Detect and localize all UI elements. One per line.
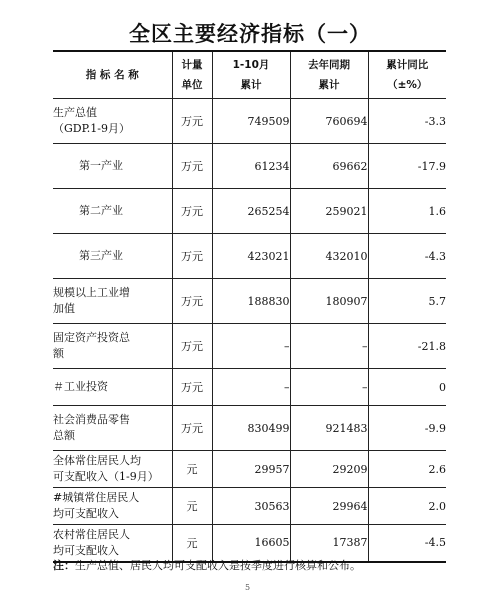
indicator-name-line2: 额 bbox=[53, 347, 64, 360]
indicator-name bbox=[53, 406, 172, 451]
unit-cell: 元 bbox=[172, 451, 212, 488]
indicator-name-line1: 农村常住居民人 bbox=[53, 527, 130, 541]
current-value: 749509 bbox=[212, 99, 290, 144]
change-percent: 5.7 bbox=[368, 279, 446, 324]
previous-value: – bbox=[290, 324, 368, 369]
table-row bbox=[53, 324, 446, 369]
unit-cell: 元 bbox=[172, 488, 212, 525]
previous-value: 760694 bbox=[290, 99, 368, 144]
table-row bbox=[53, 99, 446, 144]
previous-value: 180907 bbox=[290, 279, 368, 324]
current-value: – bbox=[212, 369, 290, 406]
previous-value: – bbox=[290, 369, 368, 406]
header-change bbox=[368, 51, 446, 99]
footnote bbox=[53, 557, 361, 573]
footnote-text: 生产总值、居民人均可支配收入是按季度进行核算和公布。 bbox=[75, 559, 361, 572]
indicator-name bbox=[53, 234, 172, 279]
header-prev bbox=[290, 51, 368, 99]
unit-cell: 万元 bbox=[172, 324, 212, 369]
change-percent: -4.3 bbox=[368, 234, 446, 279]
header-current bbox=[212, 51, 290, 99]
previous-value: 432010 bbox=[290, 234, 368, 279]
current-value: 61234 bbox=[212, 144, 290, 189]
previous-value: 29964 bbox=[290, 488, 368, 525]
table-row bbox=[53, 451, 446, 488]
current-value: 423021 bbox=[212, 234, 290, 279]
change-percent: -4.5 bbox=[368, 525, 446, 562]
table-row bbox=[53, 488, 446, 525]
unit-cell: 万元 bbox=[172, 234, 212, 279]
indicator-name-line1: 第一产业 bbox=[79, 159, 123, 172]
indicator-name-line1: 生产总值 bbox=[53, 106, 97, 119]
unit-cell: 万元 bbox=[172, 369, 212, 406]
table-row bbox=[53, 279, 446, 324]
table-row bbox=[53, 189, 446, 234]
indicator-name bbox=[53, 525, 172, 562]
unit-cell: 万元 bbox=[172, 144, 212, 189]
header-unit bbox=[172, 51, 212, 99]
current-value: 16605 bbox=[212, 525, 290, 562]
current-value: 30563 bbox=[212, 488, 290, 525]
change-percent: 0 bbox=[368, 369, 446, 406]
indicator-name bbox=[53, 488, 172, 525]
indicator-name-line2: （GDP.1-9月） bbox=[53, 122, 130, 135]
footnote-label: 注： bbox=[53, 559, 75, 572]
header-unit-line1: 计量 bbox=[181, 59, 203, 71]
indicator-name-line1: 第三产业 bbox=[79, 249, 123, 262]
indicator-name-line2: 均可支配收入 bbox=[53, 507, 119, 520]
indicator-name-line2: 加值 bbox=[53, 302, 75, 315]
header-prev-line2: 累计 bbox=[318, 79, 340, 91]
indicator-name-line1: ＃工业投资 bbox=[53, 380, 108, 393]
previous-value: 259021 bbox=[290, 189, 368, 234]
page-title: 全区主要经济指标（一） bbox=[129, 22, 371, 46]
header-indicator: 指 标 名 称 bbox=[53, 51, 172, 99]
current-value: 830499 bbox=[212, 406, 290, 451]
unit-cell: 万元 bbox=[172, 279, 212, 324]
current-value: 188830 bbox=[212, 279, 290, 324]
header-change-line1: 累计同比 bbox=[386, 59, 429, 71]
change-percent: 2.0 bbox=[368, 488, 446, 525]
table-row bbox=[53, 144, 446, 189]
previous-value: 921483 bbox=[290, 406, 368, 451]
indicator-name bbox=[53, 279, 172, 324]
previous-value: 17387 bbox=[290, 525, 368, 562]
current-value: 265254 bbox=[212, 189, 290, 234]
header-change-line2: （±%） bbox=[387, 79, 428, 91]
change-percent: -21.8 bbox=[368, 324, 446, 369]
indicator-name-line2: 均可支配收入 bbox=[53, 543, 119, 557]
indicator-name-line1: #城镇常住居民人 bbox=[53, 491, 140, 504]
header-current-line2: 累计 bbox=[240, 79, 262, 91]
indicator-name bbox=[53, 451, 172, 488]
table-row bbox=[53, 525, 446, 562]
table-header-row bbox=[53, 51, 446, 99]
table-row bbox=[53, 406, 446, 451]
indicators-table bbox=[53, 50, 446, 563]
previous-value: 69662 bbox=[290, 144, 368, 189]
change-percent: -3.3 bbox=[368, 99, 446, 144]
indicator-name bbox=[53, 189, 172, 234]
current-value: – bbox=[212, 324, 290, 369]
change-percent: 1.6 bbox=[368, 189, 446, 234]
unit-cell: 万元 bbox=[172, 406, 212, 451]
header-prev-line1: 去年同期 bbox=[308, 59, 350, 71]
previous-value: 29209 bbox=[290, 451, 368, 488]
table-row bbox=[53, 369, 446, 406]
change-percent: -17.9 bbox=[368, 144, 446, 189]
unit-cell: 万元 bbox=[172, 189, 212, 234]
indicator-name-line1: 规模以上工业增 bbox=[53, 286, 130, 299]
indicator-name-line2: 总额 bbox=[53, 429, 75, 442]
header-current-line1: 1-10月 bbox=[232, 59, 270, 71]
header-unit-line2: 单位 bbox=[181, 79, 203, 91]
table-row bbox=[53, 234, 446, 279]
change-percent: -9.9 bbox=[368, 406, 446, 451]
indicator-name bbox=[53, 324, 172, 369]
unit-cell: 万元 bbox=[172, 99, 212, 144]
indicator-name bbox=[53, 369, 172, 406]
indicator-name bbox=[53, 99, 172, 144]
indicator-name-line1: 社会消费品零售 bbox=[53, 413, 130, 426]
indicator-name-line1: 固定资产投资总 bbox=[53, 331, 130, 344]
indicator-name-line1: 第二产业 bbox=[79, 204, 123, 217]
indicator-name-line1: 全体常住居民人均 bbox=[53, 454, 141, 467]
page-number: 5 bbox=[245, 583, 251, 592]
current-value: 29957 bbox=[212, 451, 290, 488]
indicator-name bbox=[53, 144, 172, 189]
indicator-name-line2: 可支配收入（1-9月） bbox=[53, 470, 159, 483]
unit-cell: 元 bbox=[172, 525, 212, 562]
change-percent: 2.6 bbox=[368, 451, 446, 488]
